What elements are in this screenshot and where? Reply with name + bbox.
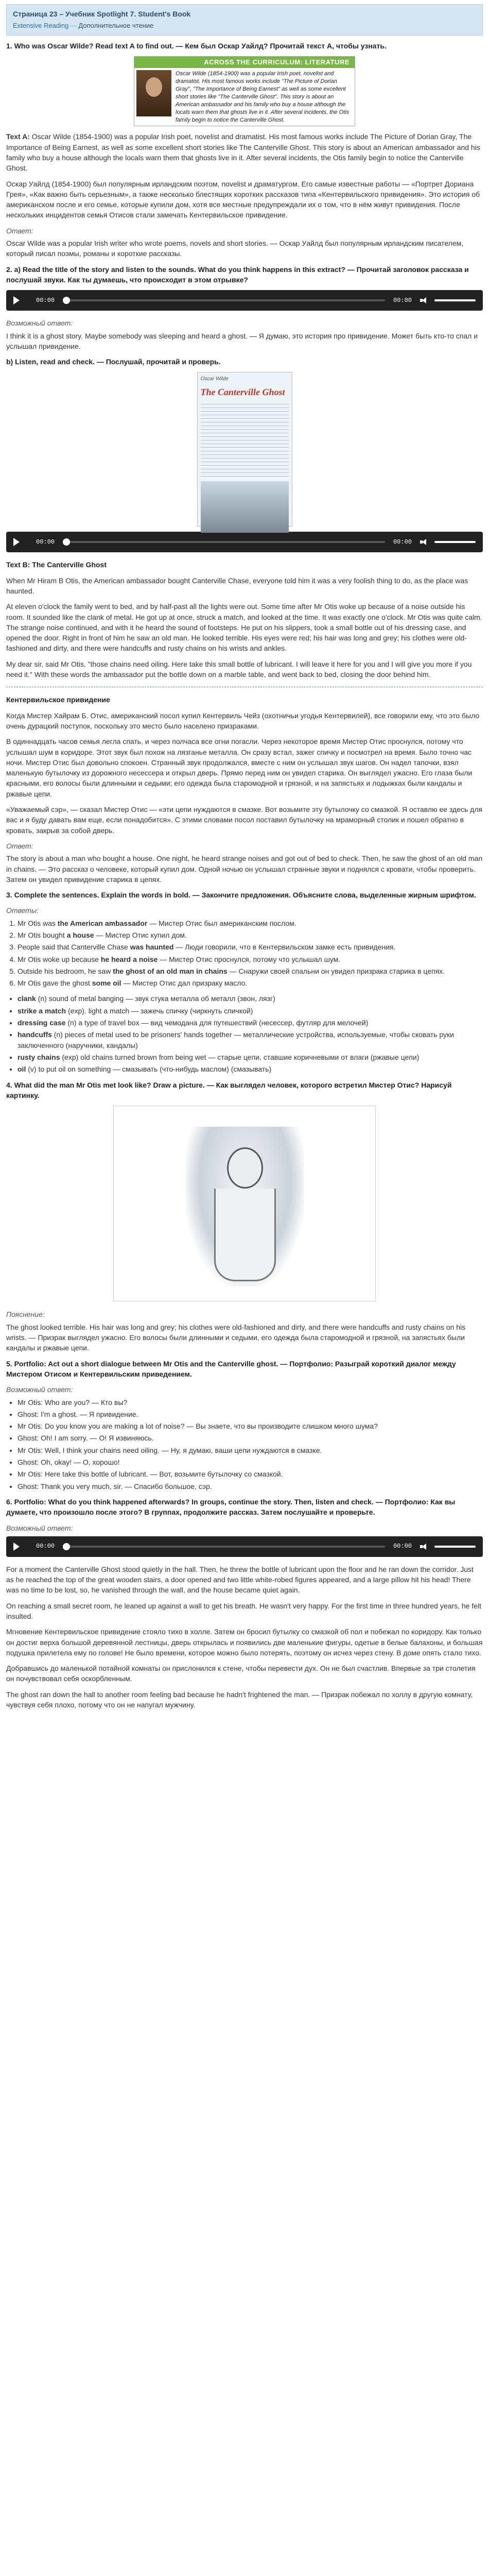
text-a-label: Text A: [6,132,30,141]
oscar-wilde-portrait [136,70,171,116]
list-item: 1. Mr Otis was the American ambassador — Мистер Отис был американским послом. [18,918,483,928]
vocab-item: • handcuffs (n) pieces of metal used to be prisoners' hands together — металлические устройства, используемые, чтобы сковать руки заключенного (наручники, кандалы) [18,1029,483,1050]
dialogue-line: • Ghost: I'm a ghost. — Я привидение. [18,1409,483,1419]
text-a [6,131,483,173]
page-title: Страница 23 – Учебник Spotlight 7. Student's Book [13,10,191,18]
story-title-ru: Кентервильское привидение [6,696,110,704]
audio-player-3[interactable] [6,1536,483,1557]
list-item: 4. Mr Otis woke up because he heard a noise — Мистер Отис проснулся, потому что услышал шум. [18,954,483,964]
task-1-question: 1. Who was Oscar Wilde? Read text A to find out. — Кем был Оскар Уайлд? Прочитай текст А, чтобы узнать. [6,42,387,50]
dialogue-line: • Ghost: Oh! I am sorry. — О! Я извиняюсь. [18,1433,483,1443]
answer-label: Ответ: [6,841,33,850]
audio-player[interactable] [6,290,483,311]
story-answer: The story is about a man who bought a house. One night, he heard strange noises and got out of bed to check. Then, he saw the ghost of an old man in chains. — Это рассказ о человеке, который купил дом. Одной ночью он услышал странные звуки и поднялся с кровати, чтобы проверить. Затем он увидел привидение старика в цепях. [6,854,483,884]
story-paragraph-ru: «Уважаемый сэр», — сказал Мистер Отис — «эти цепи нуждаются в смазке. Вот возьмите эту бутылочку со смазкой. Я оставлю ее здесь для вас и я буду давать вам еще, если понадобится». С этими словами посол поставил бутылочку на мраморный столик и пошел обратно в кровать, закрыв за собой дверь. [6,805,483,835]
task-2-question: 2. a) Read the title of the story and listen to the sounds. What do you think happens in this extract? — Прочитай заголовок рассказа и послушай звуки. Как ты думаешь, что происходит в этом отрывке? [6,265,469,284]
text-a-en: Oscar Wilde (1854-1900) was a popular Irish poet, novelist and dramatist. His most famous works include The Picture of Dorian Gray, The Importance of Being Earnest, as well as some excellent short stories like The Canterville Ghost. This story is about an American ambassador and his family who buy a house although the locals warn them that ghosts live in it. After several incidents, the Otis family begin to notice the Canterville Ghost. [6,132,480,173]
audio-progress-handle[interactable] [63,1543,70,1550]
audio-time-total: 00:00 [393,296,412,304]
list-item: 2. Mr Otis bought a house — Мистер Отис купил дом. [18,930,483,940]
task-4-explain: The ghost looked terrible. His hair was long and grey; his clothes were old-fashioned and dirty, and there were handcuffs and rusty chains on his wrists. — Призрак выглядел ужасно. Его волосы были длинными и седыми, его одежда была старомодной и грязной, на запястьях были кандалы и ржавые цепи. [6,1323,466,1352]
banner-label: ACROSS THE CURRICULUM: LITERATURE [134,57,355,68]
audio-time-current: 00:00 [36,538,55,546]
answer-label: Возможный ответ: [6,319,73,328]
vocab-item: • oil (v) to put oil on something — смазывать (что-нибудь маслом) (смазывать) [18,1064,483,1074]
task-6-question: 6. Portfolio: What do you think happened afterwards? In groups, continue the story. Then, listen and check. — Портфолио: Как вы думаете, что произошло после этого? В группах, продолжите рассказ. Затем послушайте и проверьте. [6,1497,456,1517]
dialogue-list [6,1397,483,1492]
dialogue-line: • Mr Otis: Do you know you are making a lot of noise? — Вы знаете, что вы производите слишком много шума? [18,1421,483,1431]
breadcrumb-item-2: Дополнительное чтение [78,22,154,30]
task-3-answers [6,918,483,989]
task-4-question: 4. What did the man Mr Otis met look like? Draw a picture. — Как выглядел человек, которого встретил Мистер Отис? Нарисуй картинку. [6,1080,452,1099]
audio-progress-handle[interactable] [63,538,70,546]
audio-time-current: 00:00 [36,296,55,304]
play-icon[interactable] [13,1543,20,1551]
volume-icon[interactable] [420,1544,428,1550]
volume-icon[interactable] [420,297,428,303]
book-author: Oscar Wilde [200,376,229,382]
story-paragraph: My dear sir, said Mr Otis, "those chains need oiling. Here take this small bottle of lubricant. I will leave it here for you and I will give you more if you need it." With these words the ambassador put the bottle down on a marble table, and went back to bed, closing the door behind him. [6,659,472,679]
breadcrumb [13,21,476,31]
audio-time-total: 00:00 [393,1543,412,1550]
ghost-drawing [6,1106,483,1304]
dialogue-line: • Mr Otis: Here take this bottle of lubricant. — Вот, возьмите бутылочку со смазкой. [18,1469,483,1479]
continuation-paragraph-ru: Добравшись до маленькой потайной комнаты он прислонился к стене, чтобы перевести дух. Он не был счастлив. Впервые за три столетия он почувствовал себя оскорбленным. [6,1664,476,1683]
breadcrumb-item-1[interactable]: Extensive Reading [13,22,69,30]
book-page [197,372,292,527]
audio-time-total: 00:00 [393,538,412,546]
continuation-answer: The ghost ran down the hall to another room feeling bad because he hadn't frightened the man. — Призрак побежал по холлу в другую комнату, чувствуя себя плохо, потому что он не напугал мужчину. [6,1690,473,1709]
breadcrumb-separator: — [70,22,77,30]
answer-label: Возможный ответ: [6,1385,73,1394]
task-3-question: 3. Complete the sentences. Explain the words in bold. — Закончите предложения. Объясните слова, выделенные жирным шрифтом. [6,891,476,900]
explain-label: Пояснение: [6,1310,45,1319]
audio-progress-bar[interactable] [63,1546,385,1548]
volume-slider[interactable] [434,1546,476,1548]
story-paragraph-ru: В одиннадцать часов семья легла спать, и через полчаса все огни погасли. Через некоторое время Мистер Отис проснулся, потому что услышал шум в коридоре. Этот звук был похож на лязганье металла. Он сразу встал, зажег спичку и посмотрел на время. Было точно час ночи. Мистер Отис был довольно спокоен. Странный звук продолжался, вместе с ним он услышал звук шагов. Он надел тапочки, взял маленькую бутылочку из дорожного несессера и открыл дверь. Прямо перед ним он увидел старика. Он выглядел ужасно. Его глаза были красными, его волосы были длинными и седыми; его одежда была старомодной и грязной, и на запястьях и лодыжках были кандалы и ржавые цепи. [6,737,473,798]
story-paragraph: At eleven o'clock the family went to bed, and by half-past all the lights were out. Some time after Mr Otis woke up because of a noise outside his room. It sounded like the clank of metal. He got up at once, struck a match, and looked at the time. It was exactly one o'clock. Mr Otis was quite calm. The strange noise continued, and with it he heard the sound of footsteps. He put on his slippers, took a small bottle out of his dressing case, and opened the door. Right in front of him he saw an old man. He looked terrible. His eyes were red; his hair was long and grey; his clothes were old-fashioned and dirty, and there were handcuffs and rusty chains on his wrists and ankles. [6,602,482,653]
volume-icon[interactable] [420,539,428,545]
volume-slider[interactable] [434,541,476,543]
dialogue-line: • Ghost: Thank you very much, sir. — Спасибо большое, сэр. [18,1481,483,1492]
vocabulary-list [6,993,483,1074]
task-2a-answer: I think it is a ghost story. Maybe somebody was sleeping and heard a ghost. — Я думаю, это история про привидение. Может быть кто-то спал и услышал привидение. [6,331,478,350]
book-page-image [6,372,483,527]
task-5-question: 5. Portfolio: Act out a short dialogue between Mr Otis and the Canterville ghost. — Портфолио: Разыграй короткий диалог между Мистером Отисом и Кентервильским приведением. [6,1359,456,1378]
volume-slider[interactable] [434,299,476,301]
oscar-wilde-image [6,56,483,126]
banner-text: Oscar Wilde (1854-1900) was a popular Irish poet, novelist and dramatist. His most famous works include "The Picture of Dorian Gray", "The Importance of Being Earnest" as well as some excellent short stories like "The Canterville Ghost". This story is about an American ambassador and his family who buy a house although the locals warn them that ghosts live in it. After several incidents, the Otis family begin to notice the Canterville Ghost. [176,71,350,123]
book-illustration [201,481,289,533]
continuation-paragraph: For a moment the Canterville Ghost stood quietly in the hall. Then, he threw the bottle of lubricant upon the floor and he ran down the corridor. Just as he reached the top of the great wooden stairs, a door opened and two little white-robed figures appeared, and a large pillow hit his head! There was no time to be lost, so, he vanished through the wall, and the house became quiet again. [6,1565,474,1595]
dialogue-line: • Mr Otis: Who are you? — Кто вы? [18,1397,483,1408]
answer-label: Возможный ответ: [6,1523,73,1532]
vocab-item: • strike a match (exp). light a match — зажечь спичку (чиркнуть спичкой) [18,1006,483,1016]
page-header [6,4,483,36]
answer-label: Ответ: [6,226,33,235]
play-icon[interactable] [13,296,20,304]
book-text-lines [201,401,289,478]
audio-time-current: 00:00 [36,1543,55,1550]
audio-progress-bar[interactable] [63,541,385,543]
vocab-item: • clank (n) sound of metal banging — звук стука металла об металл (звон, лязг) [18,993,483,1004]
story-title: Text B: The Canterville Ghost [6,561,107,569]
answers-label: Ответы: [6,906,39,915]
play-icon[interactable] [13,538,20,546]
story-paragraph: When Mr Hiram B Otis, the American ambassador bought Canterville Chase, everyone told him it was a very foolish thing to do, as the place was haunted. [6,576,468,595]
task-2b-question: b) Listen, read and check. — Послушай, прочитай и проверь. [6,358,221,366]
text-a-ru: Оскар Уайлд (1854-1900) был популярным ирландским поэтом, novelist и драматургом. Его самые известные работы — «Портрет Дориана Грея», «Как важно быть серьезным», а также несколько блестящих коротких рассказов типа «Кентервильского привидения». Это история об американском после и его семье, которые купили дом, хотя все местные предупреждали их о том, что в нём живут привидения. После нескольких инцидентов семья Отисов стали замечать Кентервильское привидение. [6,179,480,219]
vocab-item: • dressing case (n) a type of travel box — вид чемодана для путешествий (несессер, футляр для мелочей) [18,1018,483,1028]
continuation-paragraph-ru: Мгновение Кентервильское привидение стояло тихо в холле. Затем он бросил бутылку со смазкой об пол и побежал по коридору. Как только он достиг верха большой деревянной лестницы, дверь открылась и появились две маленькие фигуры, одетые в белые балахоны, и большая подушка прилетела ему по голове! Не было времени, которое можно было потерять, поэтому он исчез через стену. В доме опять стало тихо. [6,1628,483,1657]
audio-progress-bar[interactable] [63,299,385,301]
story-paragraph-ru: Когда Мистер Хайрам Б. Отис, американский посол купил Кентервиль Чейз (охотничьи угодья Кентервилей), все говорили ему, что это было очень дурацкий поступок, поскольку это место было населено призраками. [6,711,480,730]
list-item: 3. People said that Canterville Chase was haunted — Люди говорили, что в Кентервильском замке есть привидения. [18,942,483,952]
curriculum-banner [134,56,355,126]
list-item: 6. Mr Otis gave the ghost some oil — Мистер Отис дал призраку масло. [18,978,483,988]
ghost-illustration [113,1106,376,1301]
continuation-paragraph: On reaching a small secret room, he leaned up against a wall to get his breath. He wasn't very happy. For the first time in three hundred years, he felt insulted. [6,1601,482,1620]
vocab-item: • rusty chains (exp) old chains turned brown from being wet — старые цепи, ставшие коричневыми от влаги (ржавые цепи) [18,1052,483,1062]
dialogue-line: • Ghost: Oh, okay! — О, хорошо! [18,1457,483,1467]
book-title: The Canterville Ghost [200,386,285,397]
audio-progress-handle[interactable] [63,297,70,304]
audio-player-2[interactable] [6,532,483,552]
list-item: 5. Outside his bedroom, he saw the ghost of an old man in chains — Снаружи своей спальни он увидел призрака старика в цепях. [18,966,483,976]
dialogue-line: • Mr Otis: Well, I think your chains need oiling. — Ну, я думаю, ваши цепи нуждаются в смазке. [18,1445,483,1455]
task-1-answer: Oscar Wilde was a popular Irish writer who wrote poems, novels and short stories. — Оскар Уайлд был популярным ирландским писателем, который писал поэмы, романы и короткие рассказы. [6,239,464,258]
